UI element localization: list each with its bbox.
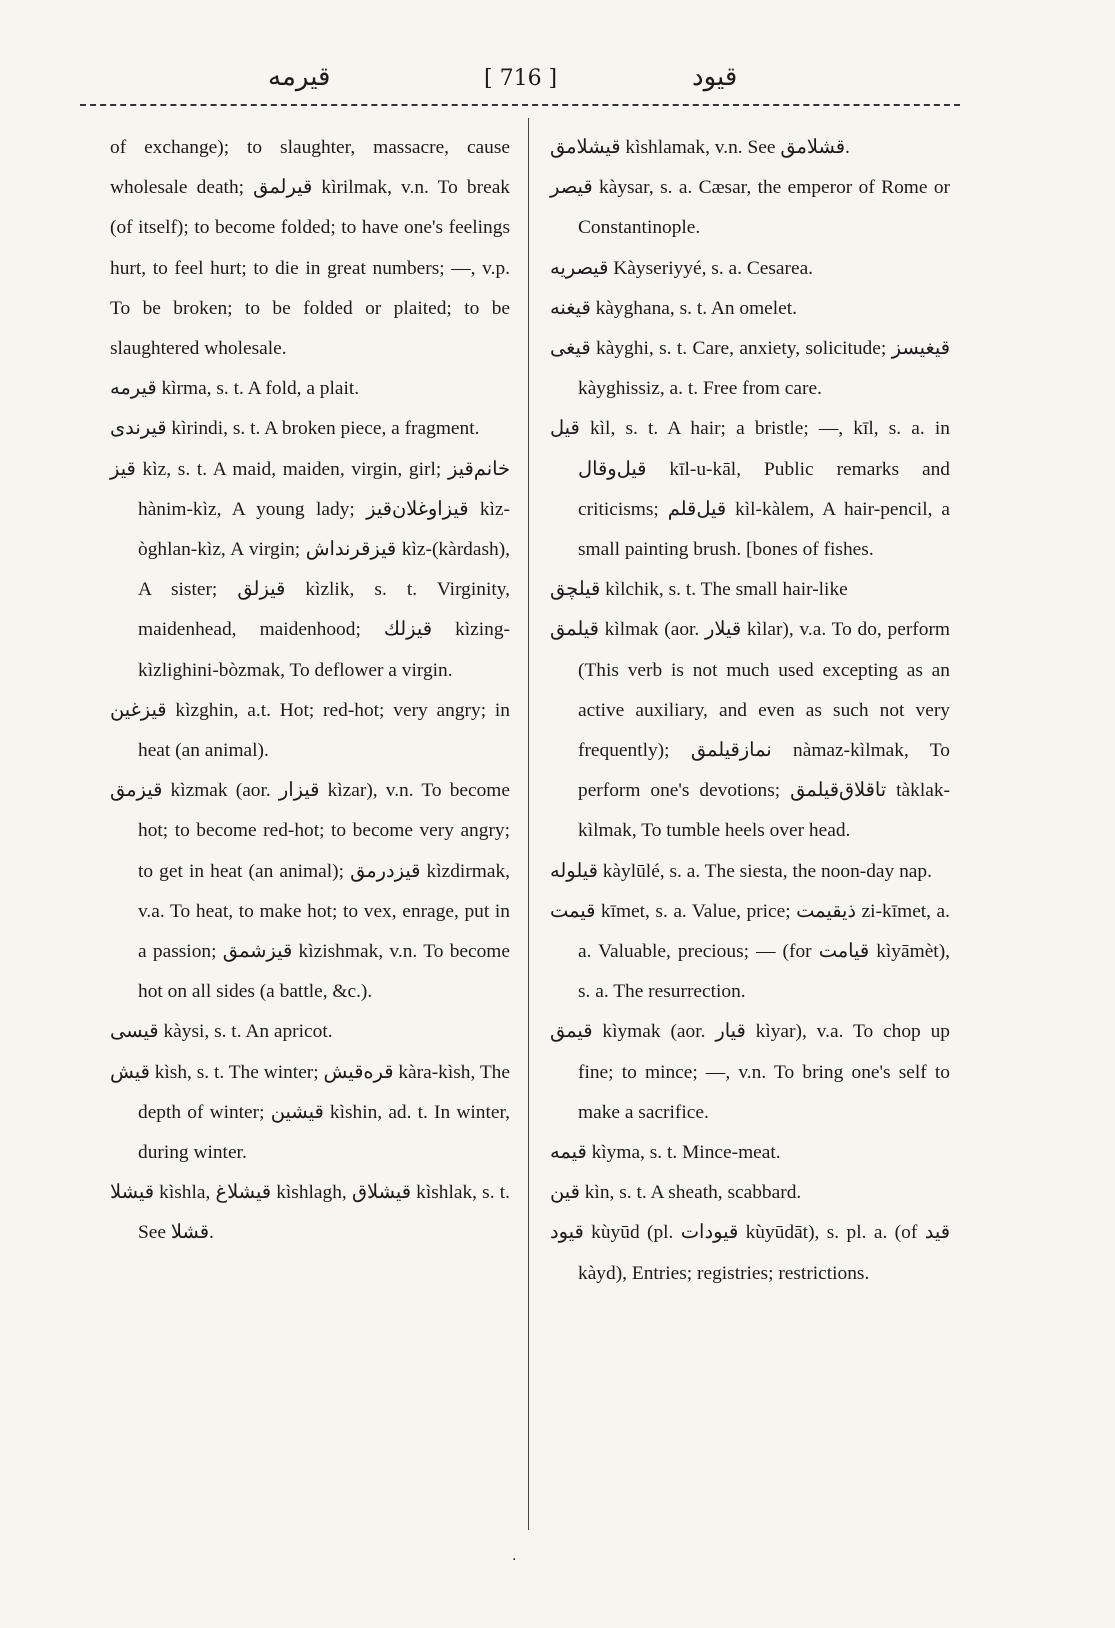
dictionary-entry: قیلوله kàylūlé, s. a. The siesta, the noon-day nap.: [550, 860, 932, 882]
page-number: [ 716 ]: [484, 66, 558, 91]
dictionary-entry: قیرمه kìrma, s. t. A fold, a plait.: [110, 378, 360, 400]
entry-continuation: of exchange); to slaughter, massacre, cause wholesale death; قیرلمق kìrilmak, v.n. To break (of itself); to become folded; to have one's feelings hurt, to feel hurt; to die in great numbers; —, v.p. To be broken; to be folded or plaited; to be slaughtered wholesale.: [110, 137, 510, 360]
dictionary-entry: قیود kùyūd (pl. قیودات kùyūdāt), s. pl. a. (of قید kàyd), Entries; registries; restrictions.: [550, 1222, 950, 1284]
column-divider: [528, 118, 529, 1530]
header-left-word: قیرمه: [268, 62, 331, 92]
dictionary-entry: قیلمق kìlmak (aor. قیلار kìlar), v.a. To do, perform (This verb is not much used excepting as an active auxiliary, and even as such not very frequently); نمازقیلمق nàmaz-kìlmak, To perform one's devotions; تاقلاق‌قیلمق tàklak-kìlmak, To tumble heels over head.: [550, 619, 950, 842]
dictionary-entry: قین kìn, s. t. A sheath, scabbard.: [550, 1182, 802, 1204]
page-mark: ·: [512, 1552, 517, 1568]
dictionary-entry: قیغنه kàyghana, s. t. An omelet.: [550, 297, 797, 319]
dictionary-entry: قیمه kìyma, s. t. Mince-meat.: [550, 1142, 781, 1164]
dictionary-entry: قیلچق kìlchik, s. t. The small hair-like: [550, 579, 848, 601]
dictionary-entry: قیزغین kìzghin, a.t. Hot; red-hot; very angry; in heat (an animal).: [110, 699, 510, 762]
left-column: [110, 128, 510, 1254]
header-right-word: قیود: [692, 62, 738, 92]
page-header: [80, 56, 960, 106]
header-rule: [80, 104, 960, 106]
dictionary-entry: قیمق kìymak (aor. قیار kìyar), v.a. To chop up fine; to mince; —, v.n. To bring one's self to make a sacrifice.: [550, 1021, 950, 1123]
dictionary-entry: قیصریه Kàyseriyyé, s. a. Cesarea.: [550, 257, 814, 279]
dictionary-entry: قیزمق kìzmak (aor. قیزار kìzar), v.n. To become hot; to become red-hot; to become very angry; to get in heat (an animal); قیزدرمق kìzdirmak, v.a. To heat, to make hot; to vex, enrage, put in a passion; قیزشمق kìzishmak, v.n. To become hot on all sides (a battle, &c.).: [110, 780, 511, 1003]
dictionary-entry: قیشلا kìshla, قیشلاغ kìshlagh, قیشلاق kìshlak, s. t. See قشلا.: [110, 1182, 510, 1244]
dictionary-entry: قیز kìz, s. t. A maid, maiden, virgin, girl; خانم‌قیز hànim-kìz, A young lady; قیزاوغلان‌قیز kìz-òghlan-kìz, A virgin; قیزقرنداش kìz-(kàrdash), A sister; قیزلق kìzlik, s. t. Virginity, maidenhead, maidenhood; قیزلك kìzing-kìzlighini-bòzmak, To deflower a virgin.: [110, 458, 511, 681]
dictionary-entry: قیل kìl, s. t. A hair; a bristle; —, kīl, s. a. in قیل‌وقال kīl-u-kāl, Public remarks and criticisms; قیل‌قلم kìl-kàlem, A hair-pencil, a small painting brush. [bones of fishes.: [550, 418, 950, 561]
dictionary-entry: قیمت kīmet, s. a. Value, price; ذیقیمت zi-kīmet, a. a. Valuable, precious; — (for قیامت kìyāmèt), s. a. The resurrection.: [550, 900, 951, 1003]
dictionary-entry: قیغی kàyghi, s. t. Care, anxiety, solicitude; قیغیسز kàyghissiz, a. t. Free from care.: [550, 338, 950, 400]
dictionary-entry: قیسی kàysi, s. t. An apricot.: [110, 1021, 333, 1043]
right-column: [550, 128, 950, 1294]
dictionary-entry: قیرندی kìrindi, s. t. A broken piece, a fragment.: [110, 418, 480, 440]
dictionary-entry: قیش kìsh, s. t. The winter; قره‌قیش kàra-kìsh, The depth of winter; قیشین kìshin, ad. t. In winter, during winter.: [110, 1061, 510, 1164]
dictionary-entry: قیشلامق kìshlamak, v.n. See قشلامق.: [550, 137, 850, 158]
dictionary-entry: قیصر kàysar, s. a. Cæsar, the emperor of Rome or Constantinople.: [550, 177, 950, 239]
